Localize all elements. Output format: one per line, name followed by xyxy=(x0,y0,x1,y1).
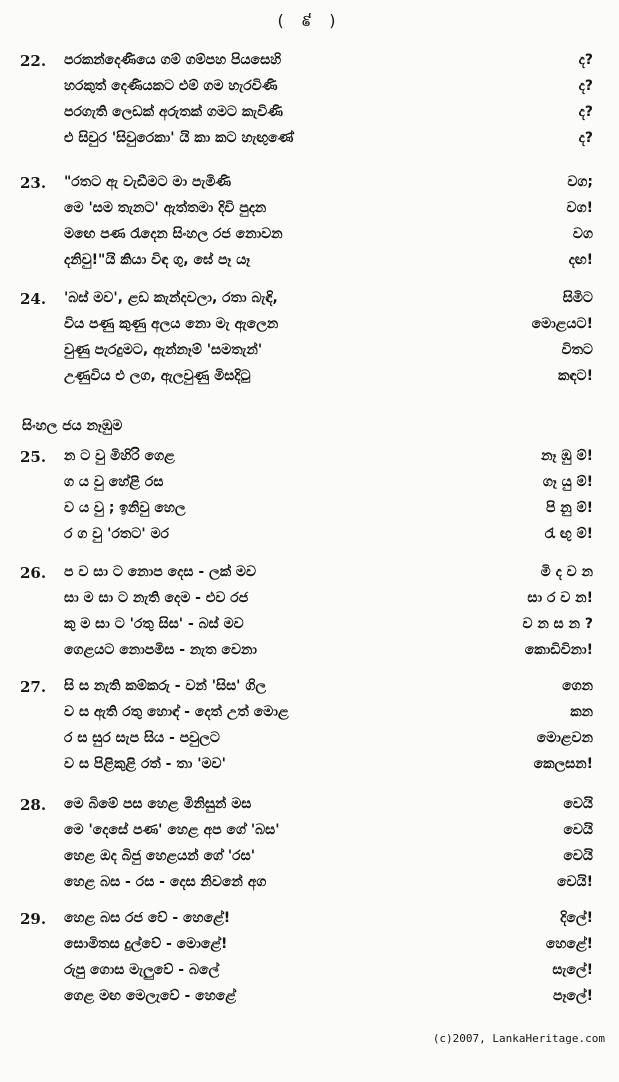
line-ending: මොළයට! xyxy=(531,316,593,332)
verse-line: පරගැති ලෙඩක් අරුතක් ගමට කැවිණි xyxy=(64,104,283,120)
copyright-footer: (c)2007, LankaHeritage.com xyxy=(432,1032,605,1045)
verse-line: දනිවු!"යි කියා විඳ ගු, ඝේ පෑ යෑ xyxy=(64,252,251,268)
verse-line: ප ව සා ට නොප දෙස - ලක් මව xyxy=(64,564,257,580)
line-ending: වෙයි xyxy=(563,822,593,838)
verse-line: සා ම සා ට නැති දෙම - එව රජ xyxy=(64,590,249,606)
page-number: ( ៩ ) xyxy=(277,11,342,30)
line-ending: වෙයි xyxy=(563,848,593,864)
line-ending: හෙළේ! xyxy=(545,936,593,952)
line-ending: ද? xyxy=(578,104,593,120)
verse-line: හෙළ බස රජ වේ - හෙළේ! xyxy=(64,910,231,926)
verse-line: මඟෙ පණ රැදෙන සිංහල රජ නොවන xyxy=(64,226,283,242)
line-ending: සිමිට xyxy=(562,290,593,306)
line-ending: මි ද ව න xyxy=(540,564,593,580)
line-ending: ව න ස න ? xyxy=(522,616,593,632)
verse-line: න ට වු මිහිරි ගෙළ xyxy=(64,448,175,464)
line-ending: දිලේ! xyxy=(560,910,593,926)
verse-line: 'බස් මව', ළඩ කැන්දවලා, රතා බැඳි, xyxy=(64,290,278,306)
line-ending: පෑලේ! xyxy=(553,988,593,1004)
stanza-number: 27. xyxy=(20,678,47,696)
stanza-number: 24. xyxy=(20,290,47,308)
verse-line: මෙ 'දෙසේ පණ' හෙළ අප ගේ 'බස' xyxy=(64,822,280,838)
line-ending: කෙලසන! xyxy=(533,756,593,772)
stanza-number: 29. xyxy=(20,910,47,928)
stanza-28 xyxy=(0,794,619,898)
line-ending: වග! xyxy=(566,200,593,216)
line-ending: ගෑ යු ම්! xyxy=(542,474,593,490)
line-ending: වග xyxy=(572,226,593,242)
line-ending: ද? xyxy=(578,130,593,146)
verse-line: ගෙළයට නොපමිස - නැත වෙනා xyxy=(64,642,257,658)
verse-line: එ සිවුර 'සිවුරෙකා' යි කා කට හැඟුණේ xyxy=(64,130,294,146)
verse-line: ර ස සුර සැප සිය - පවුලට xyxy=(64,730,220,746)
verse-line: වුණු පැරදුමට, ඇන්නෑම් 'සමතැන්' xyxy=(64,342,263,358)
section-heading: සිංහල ජය නෑඹුම xyxy=(22,418,123,434)
verse-line: කු ම සා ට 'රතු සිස' - බස් මව xyxy=(64,616,244,632)
line-ending: සා ර ව න! xyxy=(527,590,593,606)
verse-line: පරකන්දෙණියෙ ගම් ගම්පහ පියසෙහි xyxy=(64,52,282,68)
line-ending: කඳට! xyxy=(558,368,593,384)
verse-line: විය පණු කුණු අලය නො මැ ඇලෙන xyxy=(64,316,279,332)
verse-line: හෙළ ඔද බිජු හෙළයන් ගේ 'රස' xyxy=(64,848,255,864)
stanza-22 xyxy=(0,50,619,154)
stanza-number: 26. xyxy=(20,564,47,582)
stanza-number: 25. xyxy=(20,448,47,466)
line-ending: නෑ ඹු ම්! xyxy=(541,448,593,464)
line-ending: විතට xyxy=(561,342,593,358)
verse-line: සි ස නැති කම්කරු - වන් 'සිස' ගිල xyxy=(64,678,267,694)
stanza-25 xyxy=(0,446,619,550)
stanza-27 xyxy=(0,676,619,780)
verse-line: ව ය වු ; ඉනිවු හෙල xyxy=(64,500,186,516)
stanza-29 xyxy=(0,908,619,1012)
verse-line: ග ය වු හේළි රස xyxy=(64,474,164,490)
stanza-24 xyxy=(0,288,619,392)
stanza-number: 23. xyxy=(20,174,47,192)
stanza-23 xyxy=(0,172,619,276)
verse-line: රුපු ගොස මැලුවේ - බලේ xyxy=(64,962,220,978)
verse-line: ව ස පිළිකුළි රත් - තා 'මව' xyxy=(64,756,226,772)
line-ending: වෙයි xyxy=(563,796,593,812)
verse-line: ර ග වු 'රතට' මර xyxy=(64,526,170,542)
line-ending: ද? xyxy=(578,52,593,68)
verse-line: උණුවිය එ ලග, ඇලවුණු මිසදිටු xyxy=(64,368,251,384)
line-ending: ගෙන xyxy=(562,678,593,694)
stanza-number: 22. xyxy=(20,52,47,70)
line-ending: සැලේ! xyxy=(552,962,593,978)
verse-line: ව ස ඇති රතු හොඳ් - දෙත් උත් මොළ xyxy=(64,704,289,720)
line-ending: දඟ! xyxy=(568,252,593,268)
verse-line: හරකුත් දෙණියකට එම් ගම හැරවිණි xyxy=(64,78,278,94)
line-ending: ද? xyxy=(578,78,593,94)
line-ending: රැ ඟු ම්! xyxy=(544,526,593,542)
verse-line: මෙ බිමේ පස හෙළ මිනිසුන් මස xyxy=(64,796,252,812)
verse-line: හෙළ බස - රස - දෙස නිවනේ අග xyxy=(64,874,267,890)
stanza-26 xyxy=(0,562,619,666)
verse-line: "රතට ඇ වැඩීමට මා පැමිණි xyxy=(64,174,232,190)
line-ending: වග; xyxy=(567,174,593,190)
verse-line: ගෙළ මඟ මෙලැවේ - හෙළේ xyxy=(64,988,236,1004)
line-ending: කන xyxy=(570,704,593,720)
line-ending: පි නු ම්! xyxy=(545,500,593,516)
verse-line: සොමිතස දුල්වේ - මොළේ! xyxy=(64,936,228,952)
verse-line: මෙ 'සම තැනට' ඇත්තමා දිවි පුදන xyxy=(64,200,267,216)
line-ending: කොඩිවිනා! xyxy=(524,642,593,658)
stanza-number: 28. xyxy=(20,796,47,814)
line-ending: වෙයි! xyxy=(556,874,593,890)
line-ending: මොළවන xyxy=(536,730,593,746)
